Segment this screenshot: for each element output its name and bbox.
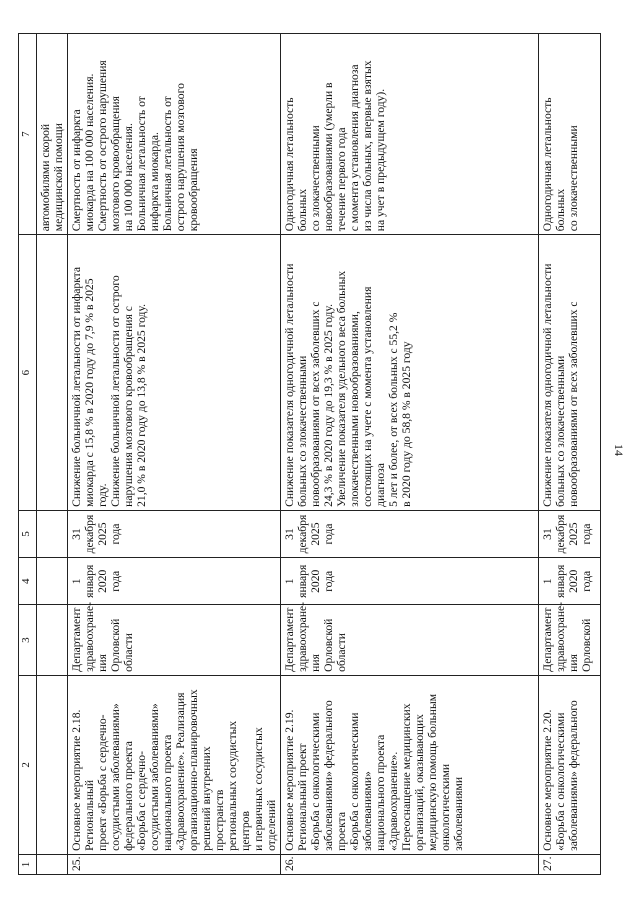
empty-cell (37, 854, 68, 874)
measure-cell: Основное мероприятие 2.19. Региональный проект «Борьба с онкологическими заболеваниями» федерального проекта «Борьба с онкологическими заболеваниями» национального проекта «Здравоохранение». Переоснащение медицинских организаций, оказывающих медицинскую помощь больным онкологическими заболеваниями (280, 675, 538, 854)
continuation-row (37, 34, 68, 875)
column-number: 6 (19, 235, 37, 511)
column-number: 3 (19, 605, 37, 675)
column-number: 4 (19, 558, 37, 605)
indicators-cell: автомобилями скорой медицинской помощи (37, 34, 68, 235)
measure-cell: Основное мероприятие 2.20. «Борьба с онкологическими заболеваниями» федерального (538, 675, 600, 854)
column-number: 2 (19, 675, 37, 854)
indicators-cell: Одногодичная летальность больных со злокачественными (538, 34, 600, 235)
table-row (67, 34, 280, 875)
column-number: 5 (19, 510, 37, 557)
column-number: 1 (19, 854, 37, 874)
column-number-row (19, 34, 37, 875)
result-cell: Снижение показателя одногодичной летальности больных со злокачественными новообразованиями от всех заболевших с (538, 235, 600, 511)
start-date-cell: 1 января 2020 года (280, 558, 538, 605)
empty-cell (37, 675, 68, 854)
indicators-cell: Одногодичная летальность больных со злокачественными новообразованиями (умерли в течение первого года с момента установления диагноза из числа больных, впервые взятых на учет в предыдущем году). (280, 34, 538, 235)
end-date-cell: 31 декабря 2025 года (280, 510, 538, 557)
executor-cell: Департамент здравоохране- ния Орловской (538, 605, 600, 675)
empty-cell (37, 605, 68, 675)
start-date-cell: 1 января 2020 года (67, 558, 280, 605)
measure-cell: Основное мероприятие 2.18. Региональный проект «Борьба с сердечно- сосудистыми заболеваниями» федерального проекта «Борьба с сердечно- сосудистыми заболеваниями» национального проекта «Здравоохранение». Реализация организационно-планировочных решений внутренних пространств региональных сосудистых центров и первичных сосудистых отделений (67, 675, 280, 854)
row-number: 27. (538, 854, 600, 874)
table-row (280, 34, 538, 875)
page-number: 14 (612, 444, 626, 456)
empty-cell (37, 510, 68, 557)
row-number: 26. (280, 854, 538, 874)
result-cell: Снижение показателя одногодичной летальности больных со злокачественными новообразованиями от всех заболевших с 24,3 % в 2020 году до 19,3 % в 2025 году. Увеличение показателя удельного веса больных злокачественными новообразованиями, состоящих на учете с момента установления диагноза 5 лет и более, от всех больных с 55,2 % в 2020 году до 58,8 % в 2025 году (280, 235, 538, 511)
row-number: 25. (67, 854, 280, 874)
column-number: 7 (19, 34, 37, 235)
indicators-cell: Смертность от инфаркта миокарда на 100 000 населения. Смертность от острого нарушения мозгового кровообращения на 100 000 населения. Больничная летальность от инфаркта миокарда. Больничная летальность от острого нарушения мозгового кровообращения (67, 34, 280, 235)
measures-table (18, 33, 601, 875)
end-date-cell: 31 декабря 2025 года (538, 510, 600, 557)
executor-cell: Департамент здравоохране- ния Орловской области (67, 605, 280, 675)
end-date-cell: 31 декабря 2025 года (67, 510, 280, 557)
table-row (538, 34, 600, 875)
empty-cell (37, 235, 68, 511)
executor-cell: Департамент здравоохране- ния Орловской области (280, 605, 538, 675)
start-date-cell: 1 января 2020 года (538, 558, 600, 605)
result-cell: Снижение больничной летальности от инфаркта миокарда с 15,8 % в 2020 году до 7,9 % в 2025 году. Снижение больничной летальности от острого нарушения мозгового кровообращения с 21,0 % в 2020 году до 13,8 % в 2025 году. (67, 235, 280, 511)
empty-cell (37, 558, 68, 605)
